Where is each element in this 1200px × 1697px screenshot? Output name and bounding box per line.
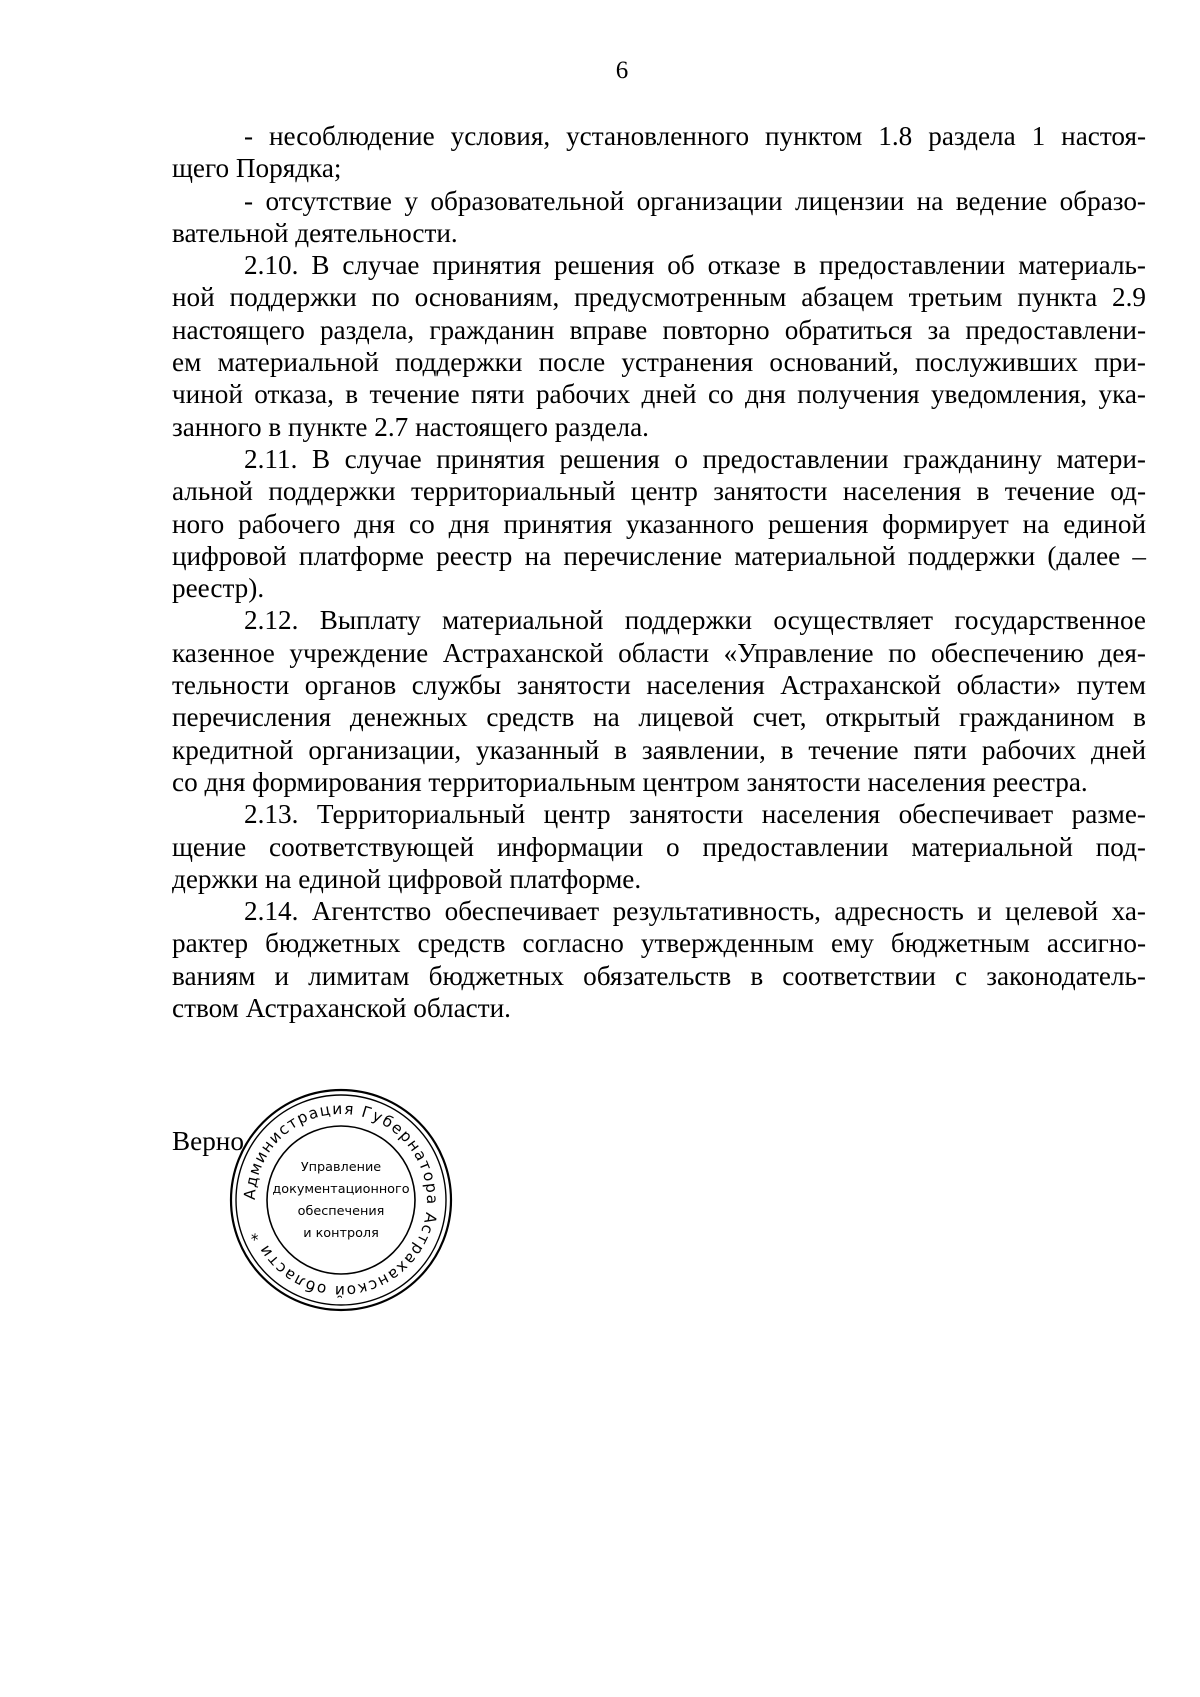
text-line: рактер бюджетных средств согласно утвержденным ему бюджетным ассигно- (172, 928, 1146, 959)
text-line: казенное учреждение Астраханской области «Управление по обеспечению дея- (172, 637, 1146, 668)
seal-inner-line: Управление (300, 1160, 382, 1175)
text-line: цифровой платформе реестр на перечисление материальной поддержки (далее – (172, 540, 1146, 571)
text-line: 2.13. Территориальный центр занятости населения обеспечивает разме- (244, 799, 1146, 830)
seal-inner-text (272, 1160, 409, 1241)
text-line: 2.10. В случае принятия решения об отказе в предоставлении материаль- (244, 250, 1146, 281)
text-line: - несоблюдение условия, установленного пунктом 1.8 раздела 1 настоя- (244, 121, 1146, 151)
text-line: альной поддержки территориальный центр занятости населения в течение од- (172, 476, 1146, 507)
text-line: перечисления денежных средств на лицевой счет, открытый гражданином в (172, 702, 1146, 733)
text-line: 2.11. В случае принятия решения о предоставлении гражданину матери- (244, 443, 1146, 474)
document-body (172, 120, 1146, 1024)
text-line: щего Порядка; (172, 153, 342, 184)
text-line: - отсутствие у образовательной организации лицензии на ведение образо- (244, 185, 1146, 216)
text-line: кредитной организации, указанный в заявлении, в течение пяти рабочих дней (172, 734, 1146, 765)
text-line: щение соответствующей информации о предоставлении материальной под- (172, 831, 1146, 862)
official-seal (228, 1087, 454, 1313)
text-line: со дня формирования территориальным центром занятости населения реестра. (172, 766, 1088, 797)
text-line: ваниям и лимитам бюджетных обязательств в соответствии с законодатель- (172, 960, 1146, 991)
text-line: 2.12. Выплату материальной поддержки осуществляет государственное (244, 605, 1146, 636)
seal-inner-ring (267, 1126, 415, 1274)
signature-label: Верно (172, 1126, 244, 1156)
seal-inner-line: и контроля (303, 1226, 379, 1241)
seal-outer-text: Администрация Губернатора Астраханской области * (240, 1099, 442, 1301)
seal-inner-line: обеспечения (297, 1204, 385, 1219)
text-line: ного рабочего дня со дня принятия указанного решения формирует на единой (172, 508, 1146, 539)
text-line: ством Астраханской области. (172, 993, 511, 1024)
text-line: тельности органов службы занятости населения Астраханской области» путем (172, 670, 1146, 701)
text-line: 2.14. Агентство обеспечивает результативность, адресность и целевой ха- (244, 896, 1146, 927)
text-line: вательной деятельности. (172, 217, 458, 248)
text-line: ной поддержки по основаниям, предусмотренным абзацем третьим пункта 2.9 (172, 282, 1146, 313)
seal-graphic (228, 1087, 454, 1313)
text-line: чиной отказа, в течение пяти рабочих дней со дня получения уведомления, ука- (172, 379, 1146, 410)
text-line: настоящего раздела, гражданин вправе повторно обратиться за предоставлени- (172, 314, 1146, 345)
seal-inner-line: документационного (272, 1182, 410, 1197)
seal-outer-ring (231, 1090, 451, 1310)
text-line: держки на единой цифровой платформе. (172, 863, 642, 894)
text-line: занного в пункте 2.7 настоящего раздела. (172, 411, 649, 442)
text-line: ем материальной поддержки после устранения оснований, послуживших при- (172, 347, 1146, 378)
page-number: 6 (615, 57, 629, 84)
text-line: реестр). (172, 573, 265, 604)
